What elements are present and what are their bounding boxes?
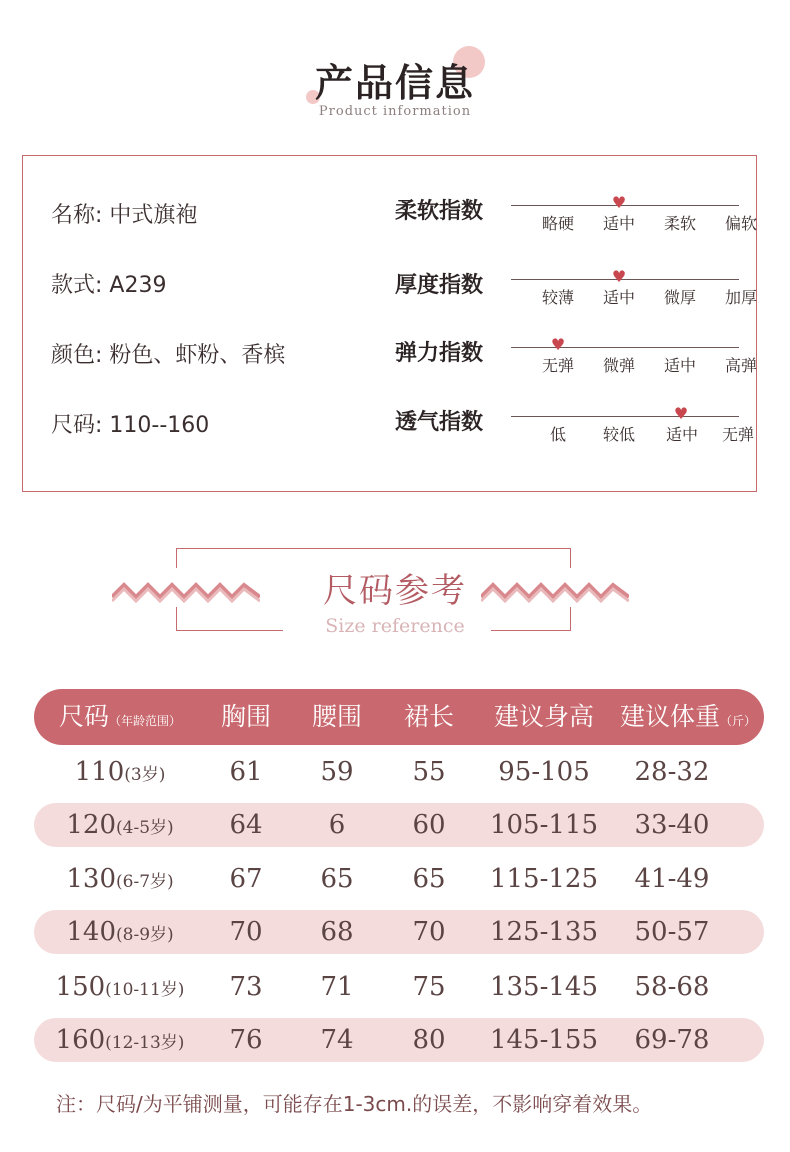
cell-height: 125-135 [489, 917, 599, 947]
index-name: 透气指数 [395, 410, 484, 435]
cell-waist: 68 [320, 917, 354, 947]
info-key: 颜色: [51, 343, 103, 368]
thickness-index [395, 267, 757, 318]
index-label: 适中 [665, 425, 698, 444]
col-header-size: 尺码（年龄范围） [58, 702, 182, 731]
cell-length: 65 [412, 864, 446, 894]
col-header-height: 建议身高 [493, 702, 594, 731]
cell-weight: 41-49 [634, 864, 710, 894]
cell-height: 105-115 [489, 810, 599, 840]
info-color [51, 338, 285, 369]
size-reference-header [0, 545, 790, 640]
col-header-waist: 腰围 [311, 702, 362, 731]
info-value: 110--160 [109, 413, 210, 438]
index-label: 较低 [602, 425, 635, 444]
cell-weight: 50-57 [634, 917, 710, 947]
cell-waist: 59 [320, 757, 354, 787]
info-name [51, 198, 197, 229]
cell-length: 75 [412, 972, 446, 1002]
index-label: 适中 [602, 214, 635, 233]
cell-size: 150(10-11岁) [55, 972, 185, 1002]
index-scale-line [511, 416, 739, 417]
info-value: 中式旗袍 [109, 203, 198, 228]
index-name: 柔软指数 [395, 199, 484, 224]
info-value: 粉色、虾粉、香槟 [109, 343, 286, 368]
cell-chest: 64 [229, 810, 263, 840]
cell-height: 135-145 [489, 972, 599, 1002]
cell-chest: 70 [229, 917, 263, 947]
col-header-weight: 建议体重（斤） [619, 702, 757, 731]
info-key: 名称: [51, 203, 103, 228]
cell-waist: 6 [328, 810, 346, 840]
cell-length: 70 [412, 917, 446, 947]
cell-waist: 71 [320, 972, 354, 1002]
cell-length: 60 [412, 810, 446, 840]
cell-height: 95-105 [498, 757, 590, 787]
breathability-index [395, 404, 754, 455]
info-key: 尺码: [51, 413, 103, 438]
cell-length: 80 [412, 1025, 446, 1055]
cell-weight: 33-40 [634, 810, 710, 840]
index-label: 微厚 [663, 288, 696, 307]
cell-weight: 28-32 [634, 757, 710, 787]
size-reference-subtitle: Size reference [325, 615, 465, 637]
table-row [34, 965, 764, 1009]
index-label: 高弹 [724, 356, 757, 375]
table-row [34, 857, 764, 901]
info-value: A239 [109, 273, 167, 298]
cell-chest: 61 [229, 757, 263, 787]
cell-size: 120(4-5岁) [66, 810, 174, 840]
softness-index [395, 193, 757, 244]
page-subtitle: Product information [318, 104, 472, 119]
index-label: 微弹 [602, 356, 635, 375]
index-label: 低 [549, 425, 566, 444]
heart-icon: ♥ [611, 193, 627, 212]
cell-chest: 67 [229, 864, 263, 894]
index-label: 无弹 [721, 425, 754, 444]
heart-icon: ♥ [550, 335, 566, 354]
info-size [51, 408, 209, 439]
cell-length: 55 [412, 757, 446, 787]
product-info-header [0, 42, 790, 132]
table-row [34, 910, 764, 954]
table-row [34, 1018, 764, 1062]
index-label: 较薄 [541, 288, 574, 307]
index-label: 略硬 [541, 214, 574, 233]
heart-icon: ♥ [611, 267, 627, 286]
info-key: 款式: [51, 273, 103, 298]
heart-icon: ♥ [673, 404, 689, 423]
cell-size: 160(12-13岁) [55, 1025, 185, 1055]
cell-waist: 74 [320, 1025, 354, 1055]
cell-size: 110(3岁) [74, 757, 166, 787]
elasticity-index [395, 335, 757, 386]
size-reference-title: 尺码参考 [323, 571, 467, 611]
cell-height: 115-125 [489, 864, 599, 894]
col-header-length: 裙长 [403, 702, 454, 731]
cell-size: 130(6-7岁) [66, 864, 174, 894]
index-name: 弹力指数 [395, 341, 484, 366]
measurement-note: 注：尺码/为平铺测量，可能存在1-3cm.的误差，不影响穿着效果。 [56, 1092, 653, 1116]
cell-weight: 58-68 [634, 972, 710, 1002]
product-info-box [22, 155, 757, 492]
table-header [34, 689, 764, 745]
table-row [34, 750, 764, 794]
cell-chest: 76 [229, 1025, 263, 1055]
index-label: 适中 [663, 356, 696, 375]
cell-size: 140(8-9岁) [66, 917, 174, 947]
cell-height: 145-155 [489, 1025, 599, 1055]
index-label: 加厚 [724, 288, 757, 307]
index-scale-line [511, 347, 739, 348]
col-header-chest: 胸围 [220, 702, 271, 731]
index-name: 厚度指数 [395, 273, 484, 298]
cell-waist: 65 [320, 864, 354, 894]
index-label: 偏软 [724, 214, 757, 233]
index-label: 适中 [602, 288, 635, 307]
info-style [51, 268, 166, 299]
cell-weight: 69-78 [634, 1025, 710, 1055]
cell-chest: 73 [229, 972, 263, 1002]
index-label: 无弹 [541, 356, 574, 375]
index-label: 柔软 [663, 214, 696, 233]
table-row [34, 803, 764, 847]
page-title: 产品信息 [314, 60, 475, 105]
